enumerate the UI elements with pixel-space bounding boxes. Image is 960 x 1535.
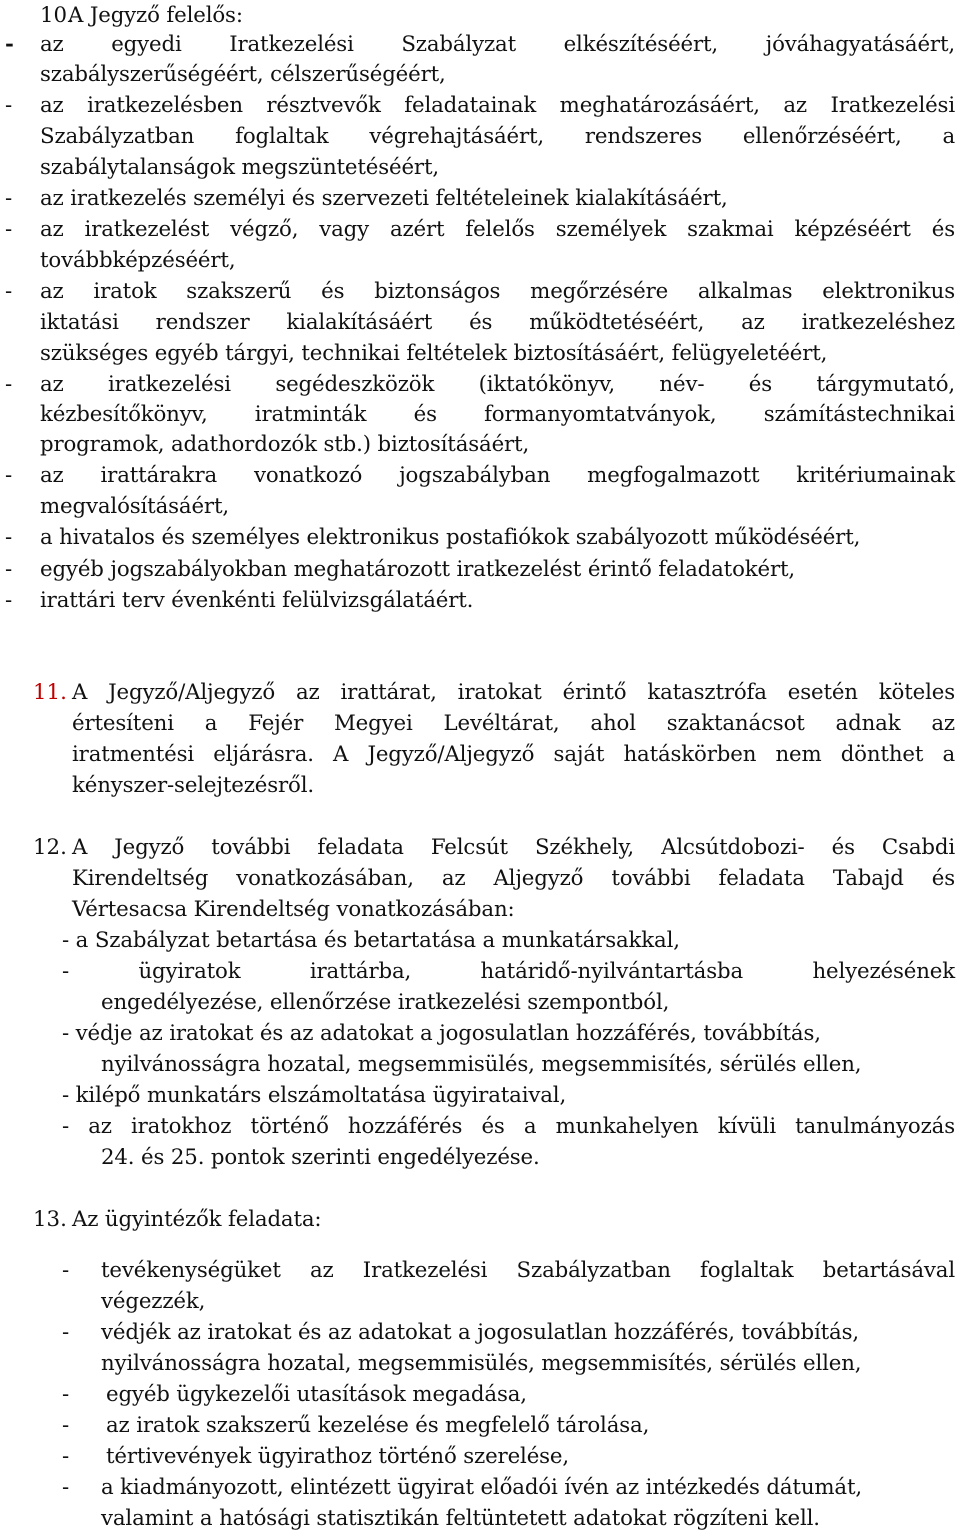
section-13-heading: Az ügyintézők feladata: [72, 1207, 322, 1232]
section-10-line: szükséges egyéb tárgyi, technikai feltételek biztosításáért, felügyeletéért, [40, 341, 828, 366]
section-12-line: - ügyiratok irattárba, határidő-nyilvántartásba helyezésének [62, 959, 955, 984]
section-12-line: Kirendeltség vonatkozásában, az Aljegyző további feladata Tabajd és [72, 866, 955, 891]
bullet-dash: - [62, 1413, 70, 1438]
section-12-line: - az iratokhoz történő hozzáférés és a munkahelyen kívüli tanulmányozás [62, 1114, 955, 1139]
section-10-line: szabályszerűségéért, célszerűségéért, [40, 62, 446, 87]
section-13-line: tevékenységüket az Iratkezelési Szabályzatban foglaltak betartásával [101, 1258, 955, 1283]
section-12-line: 24. és 25. pontok szerinti engedélyezése. [101, 1145, 540, 1170]
section-10-line: iktatási rendszer kialakításáért és működtetéséért, az iratkezeléshez [40, 310, 955, 335]
bullet-dash: - [5, 372, 13, 397]
section-10-line: az iratkezelési segédeszközök (iktatókönyv, név- és tárgymutató, [40, 372, 955, 397]
section-13-line: a kiadmányozott, elintézett ügyirat előadói ívén az intézkedés dátumát, [101, 1475, 862, 1500]
section-12-line: - védje az iratokat és az adatokat a jogosulatlan hozzáférés, továbbítás, [62, 1021, 821, 1046]
section-13-line: az iratok szakszerű kezelése és megfelelő tárolása, [106, 1413, 650, 1438]
section-11-line: kényszer-selejtezésről. [72, 773, 314, 798]
section-10-line: szabálytalanságok megszüntetéséért, [40, 155, 439, 180]
section-10-line: a hivatalos és személyes elektronikus postafiókok szabályozott működéséért, [40, 525, 861, 550]
bullet-dash: - [5, 279, 13, 304]
section-13-line: egyéb ügykezelői utasítások megadása, [106, 1382, 527, 1407]
bullet-dash: - [5, 525, 13, 550]
section-10-line: az egyedi Iratkezelési Szabályzat elkészítéséért, jóváhagyatásáért, [40, 32, 955, 57]
section-13-number: 13. [33, 1207, 67, 1232]
bullet-dash: - [5, 557, 13, 582]
bullet-dash: - [5, 186, 13, 211]
bullet-dash: - [5, 588, 13, 613]
section-13-line: valamint a hatósági statisztikán feltüntetett adatokat rögzíteni kell. [101, 1506, 820, 1531]
section-13-line: nyilvánosságra hozatal, megsemmisülés, megsemmisítés, sérülés ellen, [101, 1351, 862, 1376]
section-10-line: az iratkezelésben résztvevők feladatainak meghatározásáért, az Iratkezelési [40, 93, 955, 118]
section-11-line: A Jegyző/Aljegyző az irattárat, iratokat érintő katasztrófa esetén köteles [72, 680, 955, 705]
section-12-line: - a Szabályzat betartása és betartatása a munkatársakkal, [62, 928, 680, 953]
section-10-line: programok, adathordozók stb.) biztosításáért, [40, 432, 530, 457]
bullet-dash: - [5, 463, 13, 488]
bullet-dash: - [5, 217, 13, 242]
section-12-line: engedélyezése, ellenőrzése iratkezelési szempontból, [101, 990, 670, 1015]
section-10-number: 10. [40, 3, 74, 28]
bullet-dash: - [62, 1382, 70, 1407]
section-11-line: értesíteni a Fejér Megyei Levéltárat, ahol szaktanácsot adnak az [72, 711, 955, 736]
section-12-line: nyilvánosságra hozatal, megsemmisülés, megsemmisítés, sérülés ellen, [101, 1052, 862, 1077]
section-12-line: A Jegyző további feladata Felcsút Székhely, Alcsútdobozi- és Csabdi [72, 835, 955, 860]
section-13-line: végezzék, [101, 1289, 206, 1314]
section-13-line: védjék az iratokat és az adatokat a jogosulatlan hozzáférés, továbbítás, [101, 1320, 859, 1345]
section-10-line: megvalósításáért, [40, 494, 229, 519]
bullet-dash: - [5, 32, 14, 57]
section-10-line: az irattárakra vonatkozó jogszabályban megfogalmazott kritériumainak [40, 463, 955, 488]
section-10-line: az iratok szakszerű és biztonságos megőrzésére alkalmas elektronikus [40, 279, 955, 304]
section-10-line: az iratkezelés személyi és szervezeti feltételeinek kialakításáért, [40, 186, 728, 211]
section-10-line: irattári terv évenkénti felülvizsgálatáért. [40, 588, 474, 613]
section-10-line: egyéb jogszabályokban meghatározott iratkezelést érintő feladatokért, [40, 557, 796, 582]
bullet-dash: - [5, 93, 13, 118]
section-11-number: 11. [33, 680, 67, 705]
section-10-line: továbbképzéséért, [40, 248, 236, 273]
bullet-dash: - [62, 1444, 70, 1469]
section-10-line: Szabályzatban foglaltak végrehajtásáért, rendszeres ellenőrzéséért, a [40, 124, 955, 149]
section-12-line: Vértesacsa Kirendeltség vonatkozásában: [72, 897, 515, 922]
bullet-dash: - [62, 1475, 70, 1500]
bullet-dash: - [62, 1320, 70, 1345]
section-12-line: - kilépő munkatárs elszámoltatása ügyirataival, [62, 1083, 567, 1108]
section-11-line: iratmentési eljárásra. A Jegyző/Aljegyző saját hatáskörben nem dönthet a [72, 742, 955, 767]
section-12-number: 12. [33, 835, 67, 860]
bullet-dash: - [62, 1258, 70, 1283]
section-13-line: tértivevények ügyirathoz történő szerelése, [106, 1444, 569, 1469]
section-10-heading: A Jegyző felelős: [68, 3, 243, 28]
section-10-line: kézbesítőkönyv, iratminták és formanyomtatványok, számítástechnikai [40, 402, 955, 427]
section-10-line: az iratkezelést végző, vagy azért felelős személyek szakmai képzéséért és [40, 217, 955, 242]
